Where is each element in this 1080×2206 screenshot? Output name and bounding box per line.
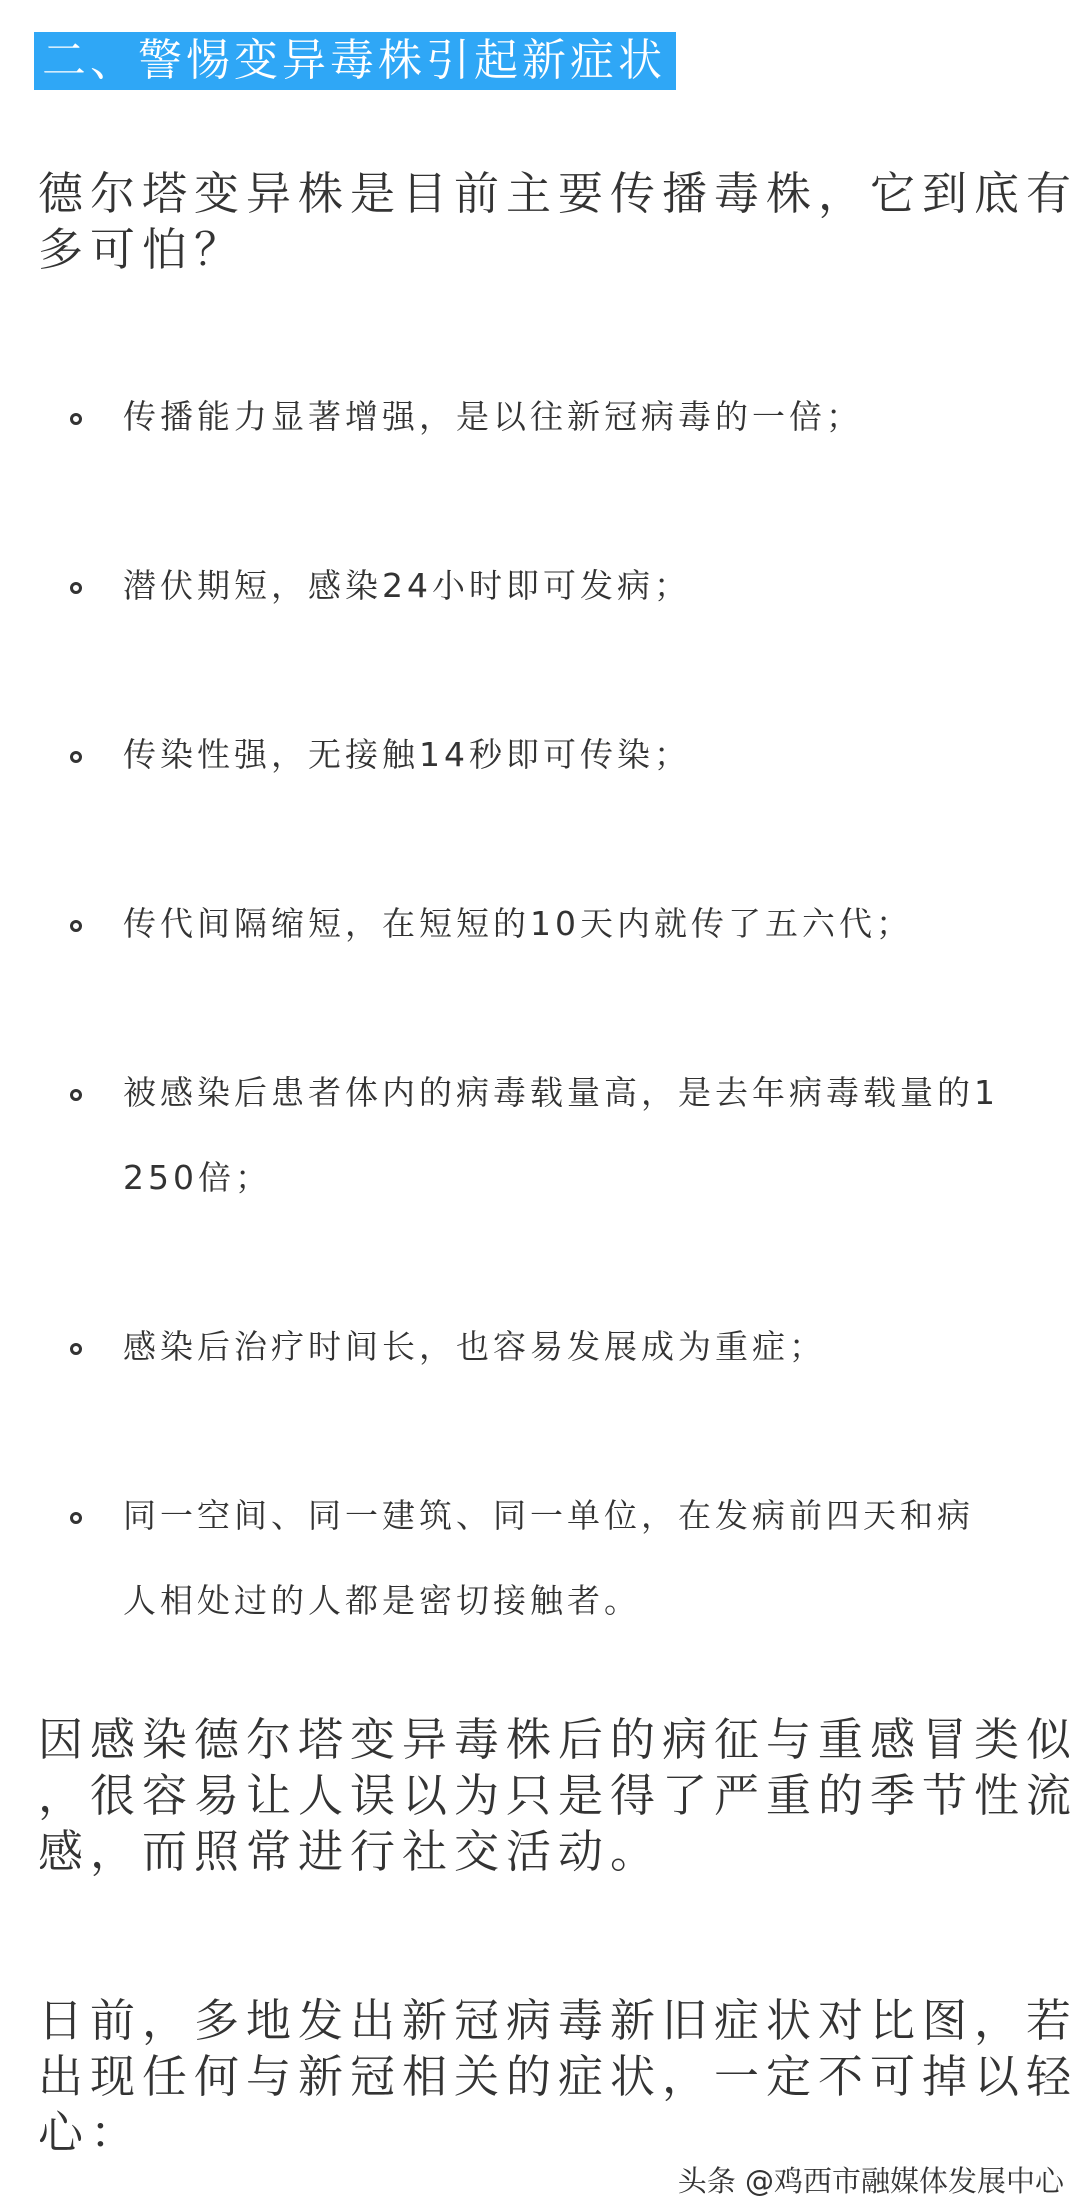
list-item-text [123,1050,999,1220]
list-item-line: 人相处过的人都是密切接触者。 [123,1581,641,1620]
list-item-line: 传代间隔缩短，在短短的10天内就传了五六代； [123,904,913,943]
section-heading-text: 二、警惕变异毒株引起新症状 [42,35,666,86]
list-item-line: 潜伏期短，感染24小时即可发病； [123,566,691,605]
paragraph-line: 因感染德尔塔变异毒株后的病征与重感冒类似 [38,1713,1079,1766]
paragraph-line: 出现任何与新冠相关的症状，一定不可掉以轻 [38,2050,1079,2103]
list-item-line: 感染后治疗时间长，也容易发展成为重症； [123,1327,826,1366]
list-item-line: 同一空间、同一建筑、同一单位，在发病前四天和病 [123,1496,974,1535]
bullet-circle-icon [70,1343,82,1355]
list-item-line: 传染性强，无接触14秒即可传染； [123,735,691,774]
bullet-circle-icon [70,920,82,932]
bullet-circle-icon [70,1512,82,1524]
bullet-circle-icon [70,413,82,425]
body-paragraph [38,1712,1079,1880]
source-watermark: 头条 @鸡西市融媒体发展中心 [677,2164,1064,2198]
intro-line: 德尔塔变异株是目前主要传播毒株，它到底有 [38,167,1079,220]
section-heading [34,32,676,90]
intro-line: 多可怕？ [38,223,247,276]
list-item-text [123,712,691,797]
list-item-line: 传播能力显著增强，是以往新冠病毒的一倍； [123,397,863,436]
body-paragraph [38,1993,1079,2161]
list-item-text [123,543,691,628]
bullet-circle-icon [70,751,82,763]
list-item-text [123,374,863,459]
intro-paragraph [38,166,1079,278]
bullet-circle-icon [70,1089,82,1101]
list-item-line: 被感染后患者体内的病毒载量高，是去年病毒载量的1 [123,1073,999,1112]
paragraph-line: 心： [38,2106,143,2159]
list-item-text [123,881,913,966]
list-item-text [123,1304,826,1389]
list-item-line: 250倍； [123,1158,272,1197]
list-item-text [123,1473,974,1643]
paragraph-line: 感，而照常进行社交活动。 [38,1825,663,1878]
bullet-circle-icon [70,582,82,594]
paragraph-line: ，很容易让人误以为只是得了严重的季节性流 [38,1769,1079,1822]
paragraph-line: 日前，多地发出新冠病毒新旧症状对比图，若 [38,1994,1079,2047]
